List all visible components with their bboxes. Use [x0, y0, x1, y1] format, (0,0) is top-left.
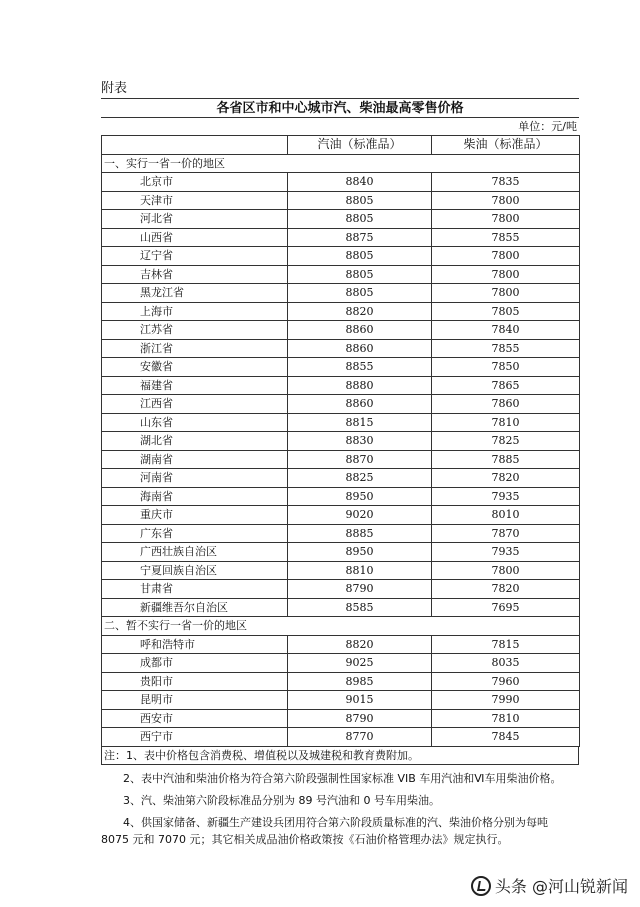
gasoline-price-cell: 8855	[288, 358, 432, 377]
region-cell: 江苏省	[102, 321, 288, 340]
unit-label: 单位：元/吨	[518, 120, 577, 133]
diesel-price-cell: 7960	[432, 672, 580, 691]
table-row	[102, 210, 580, 229]
price-table	[101, 135, 580, 747]
table-row	[102, 228, 580, 247]
gasoline-price-cell: 8830	[288, 432, 432, 451]
table-row	[102, 598, 580, 617]
table-row	[102, 247, 580, 266]
region-cell: 河北省	[102, 210, 288, 229]
diesel-price-cell: 7835	[432, 173, 580, 192]
diesel-price-cell: 7855	[432, 228, 580, 247]
gasoline-price-cell: 8860	[288, 339, 432, 358]
region-cell: 辽宁省	[102, 247, 288, 266]
gasoline-price-cell: 8860	[288, 395, 432, 414]
diesel-price-cell: 7935	[432, 543, 580, 562]
table-row	[102, 524, 580, 543]
upload-camera-icon	[471, 876, 491, 896]
diesel-price-cell: 7810	[432, 413, 580, 432]
gasoline-price-cell: 8805	[288, 247, 432, 266]
table-row	[102, 691, 580, 710]
region-cell: 重庆市	[102, 506, 288, 525]
diesel-price-cell: 7800	[432, 210, 580, 229]
region-cell: 河南省	[102, 469, 288, 488]
diesel-price-cell: 7935	[432, 487, 580, 506]
section-row	[102, 617, 580, 636]
table-row	[102, 561, 580, 580]
diesel-price-cell: 7860	[432, 395, 580, 414]
region-cell: 山西省	[102, 228, 288, 247]
table-row	[102, 376, 580, 395]
column-header-region	[102, 136, 288, 155]
table-row	[102, 469, 580, 488]
region-cell: 安徽省	[102, 358, 288, 377]
gasoline-price-cell: 8805	[288, 265, 432, 284]
gasoline-price-cell: 8810	[288, 561, 432, 580]
table-row	[102, 450, 580, 469]
table-header-row	[102, 136, 580, 155]
note-2: 2、表中汽油和柴油价格为符合第六阶段强制性国家标准 VIB 车用汽油和Ⅵ车用柴油价格。	[123, 771, 562, 785]
table-row	[102, 543, 580, 562]
region-cell: 广东省	[102, 524, 288, 543]
table-row	[102, 284, 580, 303]
diesel-price-cell: 7990	[432, 691, 580, 710]
gasoline-price-cell: 8950	[288, 487, 432, 506]
region-cell: 天津市	[102, 191, 288, 210]
region-cell: 上海市	[102, 302, 288, 321]
gasoline-price-cell: 8805	[288, 284, 432, 303]
section-row	[102, 154, 580, 173]
gasoline-price-cell: 8885	[288, 524, 432, 543]
region-cell: 江西省	[102, 395, 288, 414]
region-cell: 吉林省	[102, 265, 288, 284]
diesel-price-cell: 7870	[432, 524, 580, 543]
gasoline-price-cell: 8880	[288, 376, 432, 395]
region-cell: 贵阳市	[102, 672, 288, 691]
diesel-price-cell: 7800	[432, 247, 580, 266]
notes-block	[101, 747, 579, 848]
note-3: 3、汽、柴油第六阶段标准品分别为 89 号汽油和 0 号车用柴油。	[123, 793, 440, 807]
diesel-price-cell: 7840	[432, 321, 580, 340]
region-cell: 山东省	[102, 413, 288, 432]
table-row	[102, 413, 580, 432]
table-row	[102, 173, 580, 192]
table-row	[102, 339, 580, 358]
table-row	[102, 265, 580, 284]
column-header-diesel: 柴油（标准品）	[432, 136, 580, 155]
appendix-label: 附表	[101, 81, 128, 96]
table-row	[102, 672, 580, 691]
table-row	[102, 728, 580, 747]
diesel-price-cell: 7800	[432, 191, 580, 210]
watermark-text: 头条 @河山锐新闻	[494, 877, 628, 896]
table-row	[102, 321, 580, 340]
table-row	[102, 395, 580, 414]
table-row	[102, 487, 580, 506]
region-cell: 黑龙江省	[102, 284, 288, 303]
region-cell: 广西壮族自治区	[102, 543, 288, 562]
diesel-price-cell: 7845	[432, 728, 580, 747]
gasoline-price-cell: 8770	[288, 728, 432, 747]
region-cell: 新疆维吾尔自治区	[102, 598, 288, 617]
gasoline-price-cell: 9020	[288, 506, 432, 525]
region-cell: 北京市	[102, 173, 288, 192]
table-row	[102, 191, 580, 210]
table-row	[102, 506, 580, 525]
gasoline-price-cell: 8825	[288, 469, 432, 488]
gasoline-price-cell: 8860	[288, 321, 432, 340]
gasoline-price-cell: 8805	[288, 191, 432, 210]
table-row	[102, 302, 580, 321]
diesel-price-cell: 7865	[432, 376, 580, 395]
diesel-price-cell: 7820	[432, 469, 580, 488]
diesel-price-cell: 8010	[432, 506, 580, 525]
gasoline-price-cell: 9015	[288, 691, 432, 710]
region-cell: 福建省	[102, 376, 288, 395]
region-cell: 湖北省	[102, 432, 288, 451]
gasoline-price-cell: 8985	[288, 672, 432, 691]
table-row	[102, 709, 580, 728]
gasoline-price-cell: 8790	[288, 709, 432, 728]
diesel-price-cell: 7885	[432, 450, 580, 469]
gasoline-price-cell: 8950	[288, 543, 432, 562]
gasoline-price-cell: 9025	[288, 654, 432, 673]
diesel-price-cell: 7850	[432, 358, 580, 377]
document-title: 各省区市和中心城市汽、柴油最高零售价格	[101, 98, 579, 118]
gasoline-price-cell: 8870	[288, 450, 432, 469]
diesel-price-cell: 7805	[432, 302, 580, 321]
diesel-price-cell: 7800	[432, 284, 580, 303]
region-cell: 西宁市	[102, 728, 288, 747]
diesel-price-cell: 7800	[432, 561, 580, 580]
diesel-price-cell: 7855	[432, 339, 580, 358]
diesel-price-cell: 7815	[432, 635, 580, 654]
note-4: 4、供国家储备、新疆生产建设兵团用符合第六阶段质量标准的汽、柴油价格分别为每吨 8075 元和 7070 元；其它相关成品油价格政策按《石油价格管理办法》规定执行。	[101, 815, 548, 846]
region-cell: 西安市	[102, 709, 288, 728]
diesel-price-cell: 7810	[432, 709, 580, 728]
diesel-price-cell: 8035	[432, 654, 580, 673]
gasoline-price-cell: 8790	[288, 580, 432, 599]
gasoline-price-cell: 8805	[288, 210, 432, 229]
gasoline-price-cell: 8875	[288, 228, 432, 247]
region-cell: 甘肃省	[102, 580, 288, 599]
note-1: 注：1、表中价格包含消费税、增值税以及城建税和教育费附加。	[101, 747, 579, 765]
watermark	[471, 874, 628, 897]
region-cell: 湖南省	[102, 450, 288, 469]
section2-label: 二、暂不实行一省一价的地区	[102, 617, 580, 636]
table-row	[102, 432, 580, 451]
table-row	[102, 654, 580, 673]
gasoline-price-cell: 8840	[288, 173, 432, 192]
gasoline-price-cell: 8585	[288, 598, 432, 617]
region-cell: 海南省	[102, 487, 288, 506]
diesel-price-cell: 7820	[432, 580, 580, 599]
diesel-price-cell: 7695	[432, 598, 580, 617]
table-row	[102, 580, 580, 599]
diesel-price-cell: 7800	[432, 265, 580, 284]
region-cell: 成都市	[102, 654, 288, 673]
gasoline-price-cell: 8820	[288, 302, 432, 321]
table-row	[102, 635, 580, 654]
region-cell: 浙江省	[102, 339, 288, 358]
region-cell: 呼和浩特市	[102, 635, 288, 654]
region-cell: 宁夏回族自治区	[102, 561, 288, 580]
document-page	[101, 80, 579, 848]
gasoline-price-cell: 8820	[288, 635, 432, 654]
region-cell: 昆明市	[102, 691, 288, 710]
column-header-gasoline: 汽油（标准品）	[288, 136, 432, 155]
section1-label: 一、实行一省一价的地区	[102, 154, 580, 173]
gasoline-price-cell: 8815	[288, 413, 432, 432]
diesel-price-cell: 7825	[432, 432, 580, 451]
table-row	[102, 358, 580, 377]
